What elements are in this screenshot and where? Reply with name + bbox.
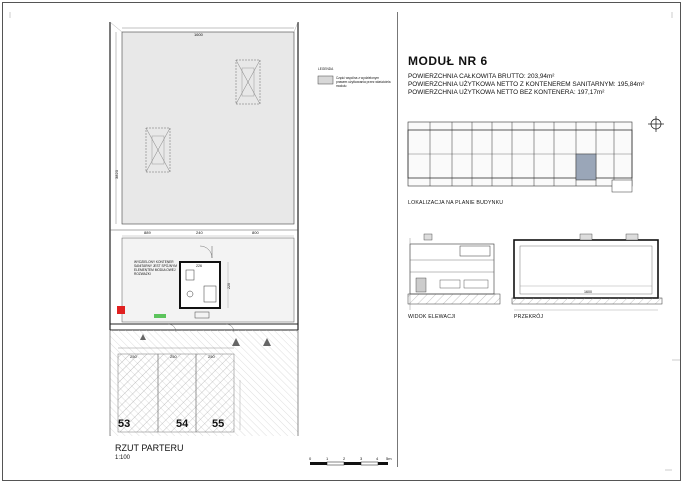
spec-net-area-without-container: POWIERZCHNIA UŻYTKOWA NETTO BEZ KONTENERA: 197,17m²: [408, 89, 605, 96]
scale-tick-2: 2: [343, 456, 346, 461]
module-6-highlight: [576, 154, 596, 180]
parking-width-55: 250: [208, 354, 215, 359]
scale-tick-3: 3: [360, 456, 363, 461]
legend-text: Część wspólna z wydzielonym prawem użytkowania przez właściciela modułu: [336, 76, 391, 88]
dim-container-height: 220: [227, 283, 231, 289]
location-plan: [408, 122, 632, 192]
parking-number-53: 53: [118, 418, 131, 430]
fire-equipment-marker: [117, 306, 125, 314]
plan-scale: 1:100: [115, 455, 131, 461]
legend-title: LEGENDA: [318, 67, 334, 71]
parking-width-54: 250: [170, 354, 177, 359]
elevation-view: [408, 234, 500, 310]
module-title: MODUŁ NR 6: [408, 54, 488, 68]
green-marker: [154, 314, 166, 318]
scale-tick-0: 0: [309, 456, 312, 461]
dim-side: 3820: [113, 170, 119, 179]
parking-number-55: 55: [212, 418, 225, 430]
scale-tick-4: 4: [376, 456, 379, 461]
north-arrow-icon: [648, 116, 664, 132]
scale-tick-1: 1: [326, 456, 329, 461]
location-caption: LOKALIZACJA NA PLANIE BUDYNKU: [408, 200, 504, 206]
dim-right: 800: [252, 230, 259, 235]
scale-tick-5: 5m: [386, 456, 392, 461]
spec-net-area-with-container: POWIERZCHNIA UŻYTKOWA NETTO Z KONTENEREM SANITARNYM: 195,84m²: [408, 81, 645, 88]
dim-container-width: 226: [196, 264, 202, 268]
dim-left: 889: [144, 230, 151, 235]
dim-section-width: 1600: [584, 290, 592, 294]
plan-title: RZUT PARTERU: [115, 443, 184, 453]
elevation-caption: WIDOK ELEWACJI: [408, 314, 456, 320]
section-caption: PRZEKRÓJ: [514, 314, 544, 320]
parking-width-53: 250: [130, 354, 137, 359]
dim-mid: 240: [196, 230, 203, 235]
dim-top: 1600: [194, 32, 203, 37]
sanitary-container-note: WYDZIELONY KONTENER SANITARNY JEST SPÓJNYM ELEMENTEM MODUŁOWEJ ROZWAŻKI: [134, 260, 177, 276]
section-view: [512, 234, 662, 310]
sanitary-container: [180, 262, 220, 308]
spec-gross-area: POWIERZCHNIA CAŁKOWITA BRUTTO: 203,94m²: [408, 73, 555, 80]
module-specs: [408, 73, 644, 97]
parking-number-54: 54: [176, 418, 189, 430]
legend-swatch: [318, 76, 333, 84]
